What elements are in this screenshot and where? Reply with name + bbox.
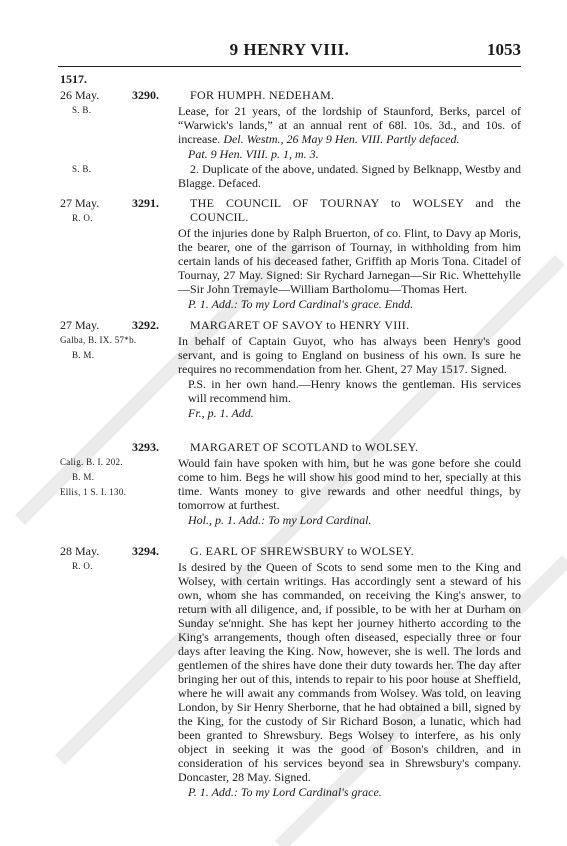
entry-title: FOR HUMPH. NEDEHAM.	[190, 88, 335, 102]
entry-number: 3294.	[132, 544, 159, 558]
entry-body	[178, 196, 521, 311]
entry-source: Calig. B. I. 202.	[60, 457, 123, 467]
entry-note: P. 1. Add.: To my Lord Cardinal's grace. Endd.	[188, 297, 414, 311]
entry-source: R. O.	[72, 561, 93, 571]
entry-date: 27 May.	[60, 196, 100, 210]
entry-title: MARGARET OF SAVOY to HENRY VIII.	[190, 318, 410, 332]
entry-body	[178, 162, 521, 190]
entry-margin	[60, 318, 168, 363]
entry-postscript: P.S. in her own hand.—Henry knows the gentleman. His services will recommend him.	[188, 377, 521, 405]
entry-body	[178, 318, 521, 420]
entry-title: G. EARL OF SHREWSBURY to WOLSEY.	[190, 544, 414, 558]
entry-source: B. M.	[72, 472, 95, 482]
entry-number: 3292.	[132, 318, 159, 332]
page-header	[58, 40, 521, 67]
entry-date: 28 May.	[60, 544, 100, 558]
entry-text-italic: Del. Westm., 26 May 9 Hen. VIII. Partly defaced.	[223, 132, 460, 146]
entry-text: Is desired by the Queen of Scots to send some men to the King and Wolsey, with certain writings. Has accordingly sent a steward of his own, whom she has commanded, on receiving the King's answer, to return with all diligence, and, if possible, to be with her at Durham on Sunday se'nnight. She has kept her journey hitherto according to the King's arrangements, though often diseased, especially three or four days after leaving the King. Now, however, she is well. The lords and gentlemen of the shires have done their duty towards her. The day after bringing her out of this, intends to repair to his poor house at Sheffield, where he will await any commands from Wolsey. Was told, on leaving London, by Sir Henry Sherborne, that he had obtained a bill, signed by the King, for the custody of Sir Richard Boson, a lunatic, which had been granted to Shrewsbury. Begs Wolsey to interfere, as his only object in seeking it was the good of Boson's children, and in consideration of his services beyond sea in Shrewsbury's company. Doncaster, 28 May. Signed.	[178, 560, 521, 784]
entry-margin	[60, 88, 168, 118]
entry-note: Fr., p. 1. Add.	[188, 406, 254, 420]
entry-source: S. B.	[72, 164, 92, 174]
entry-note: P. 1. Add.: To my Lord Cardinal's grace.	[188, 785, 382, 799]
entry-date: 27 May.	[60, 318, 100, 332]
entry-title: MARGARET OF SCOTLAND to WOLSEY.	[190, 440, 419, 454]
entry-body	[178, 88, 521, 161]
entry-margin	[60, 196, 168, 226]
entry-margin	[60, 162, 168, 177]
running-title: 9 HENRY VIII.	[229, 40, 350, 59]
entry-source: Galba, B. IX. 57*b.	[60, 335, 137, 345]
page-number: 1053	[487, 40, 521, 59]
entry-number: 3290.	[132, 88, 159, 102]
entry-source: Ellis, 1 S. I. 130.	[60, 487, 127, 497]
entry-text: In behalf of Captain Guyot, who has always been Henry's good servant, and is going to England on business of his own. Is sure he requires no recommendation from her. Ghent, 27 May 1517. Signed.	[178, 334, 521, 376]
entry-note: Pat. 9 Hen. VIII. p. 1, m. 3.	[188, 147, 319, 161]
entry-number: 3293.	[132, 440, 159, 454]
entry-text: Lease, for 21 years, of the lordship of Staunford, Berks, parcel of “Warwick's lands,” at an annual rent of 68l. 10s. 3d., and 10s. of increase. Del. Westm., 26 May 9 Hen. VIII. Partly defaced.	[178, 104, 521, 146]
entry-source: B. M.	[72, 350, 95, 360]
entry-note: Hol., p. 1. Add.: To my Lord Cardinal.	[188, 513, 372, 527]
entry-body	[178, 544, 521, 799]
entry-source: S. B.	[72, 105, 92, 115]
entry-margin	[60, 440, 168, 500]
entry-text: Would fain have spoken with him, but he was gone before she could come to him. Begs he will show his good mind to her, specially at this time. Wants money to give rewards and other needful things, by tomorrow at furthest.	[178, 456, 521, 512]
entry-text: Of the injuries done by Ralph Bruerton, of co. Flint, to Davy ap Moris, the bearer, one of the garrison of Tournay, in withholding from him certain lands of his deceased father, Griffith ap Moris Tona. Citadel of Tournay, 27 May. Signed: Sir Rychard Jarnegan—Sir Ric. Whettehylle—Sir John Tremayle—William Bartholomu—Thomas Hert.	[178, 226, 521, 296]
entry-text: 2. Duplicate of the above, undated. Signed by Belknapp, Westby and Blagge. Defaced.	[178, 162, 521, 190]
entry-title: THE COUNCIL OF TOURNAY to WOLSEY and the COUNCIL.	[190, 196, 521, 224]
year-heading: 1517.	[60, 72, 87, 86]
entry-source: R. O.	[72, 213, 93, 223]
entry-date: 26 May.	[60, 88, 100, 102]
entry-body	[178, 440, 521, 527]
entry-number: 3291.	[132, 196, 159, 210]
entry-margin	[60, 544, 168, 574]
